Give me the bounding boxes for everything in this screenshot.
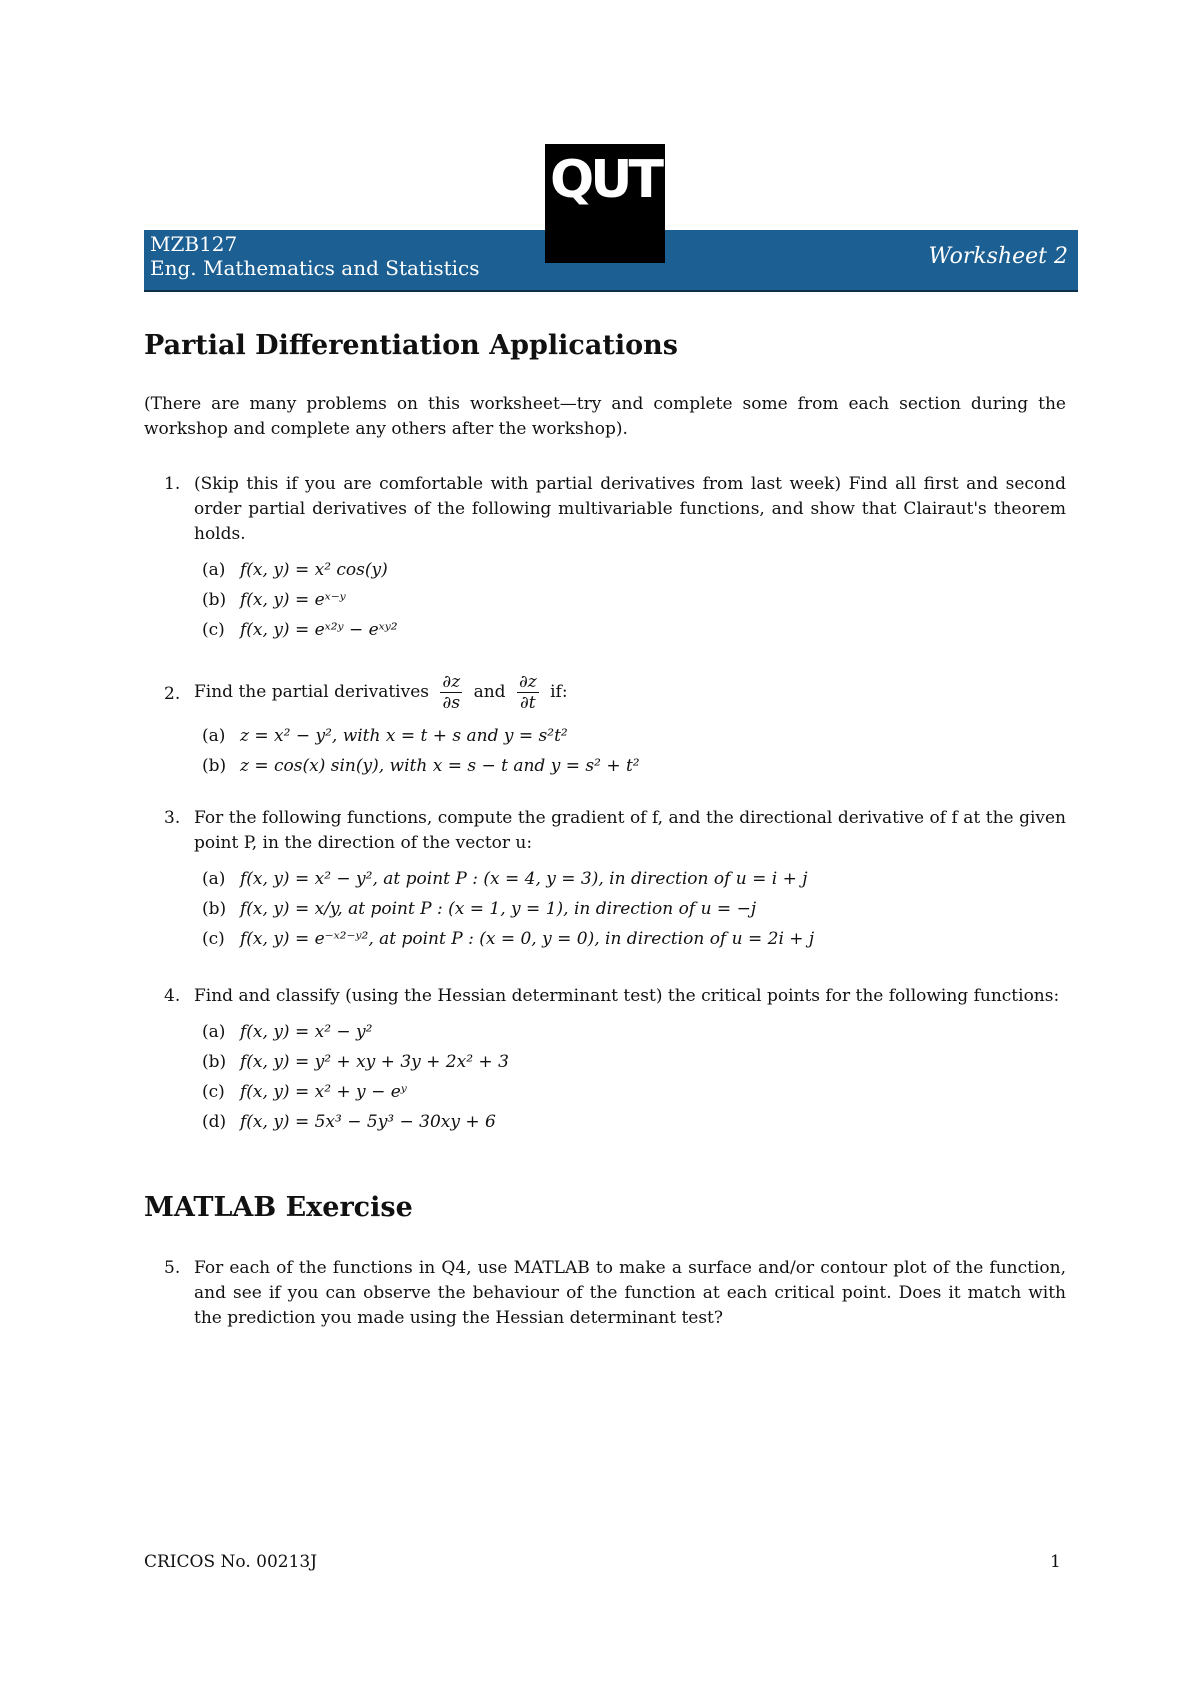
question-part — [202, 924, 1066, 954]
question-text-after: if: — [550, 682, 568, 702]
worksheet-label: Worksheet 2 — [928, 244, 1068, 269]
part-label: (a) — [202, 726, 226, 746]
question-part — [202, 615, 1066, 645]
question-number: 3. — [164, 808, 181, 828]
part-label: (b) — [202, 899, 227, 919]
part-label: (b) — [202, 756, 227, 776]
part-label: (b) — [202, 1052, 227, 1072]
part-expression: z = x² − y², with x = t + s and y = s²t² — [240, 726, 568, 746]
fraction-denominator: ∂s — [442, 693, 461, 713]
question-part — [202, 1017, 1066, 1047]
page-number: 1 — [1050, 1552, 1061, 1572]
part-label: (a) — [202, 560, 226, 580]
fraction-numerator: ∂z — [442, 672, 461, 692]
part-expression: f(x, y) = x/y, at point P : (x = 1, y = 1), in direction of u = −j — [240, 899, 757, 919]
part-expression: f(x, y) = eˣ²ʸ − eˣʸ² — [240, 620, 398, 640]
part-label: (a) — [202, 1022, 226, 1042]
part-label: (c) — [202, 620, 225, 640]
part-expression: f(x, y) = x² cos(y) — [240, 560, 388, 580]
part-expression: f(x, y) = eˣ⁻ʸ — [240, 590, 346, 610]
question-text — [194, 672, 1066, 713]
question-number: 4. — [164, 986, 181, 1006]
question-parts — [202, 864, 1066, 954]
section-title-matlab-exercise: MATLAB Exercise — [144, 1192, 413, 1223]
question-part — [202, 751, 1066, 781]
question-5 — [144, 1256, 1066, 1331]
question-4 — [144, 984, 1066, 1137]
question-number: 2. — [164, 684, 181, 704]
part-label: (b) — [202, 590, 227, 610]
logo-text: QUT — [550, 150, 660, 210]
question-text-mid: and — [473, 682, 506, 702]
question-number: 1. — [164, 474, 181, 494]
question-part — [202, 1107, 1066, 1137]
question-text: Find and classify (using the Hessian determinant test) the critical points for the following functions: — [194, 986, 1060, 1006]
question-text: (Skip this if you are comfortable with partial derivatives from last week) Find all first and second order partial derivatives of the following multivariable functions, and show that Clairaut's theorem holds. — [194, 474, 1066, 544]
question-part — [202, 585, 1066, 615]
part-expression: z = cos(x) sin(y), with x = s − t and y = s² + t² — [240, 756, 640, 776]
partial-z-s-fraction — [440, 672, 462, 713]
part-label: (c) — [202, 1082, 225, 1102]
cricos-number: CRICOS No. 00213J — [144, 1552, 318, 1572]
part-expression: f(x, y) = x² + y − eʸ — [240, 1082, 407, 1102]
part-expression: f(x, y) = 5x³ − 5y³ − 30xy + 6 — [240, 1112, 496, 1132]
question-3 — [144, 806, 1066, 954]
question-part — [202, 894, 1066, 924]
question-part — [202, 555, 1066, 585]
part-expression: f(x, y) = y² + xy + 3y + 2x² + 3 — [240, 1052, 509, 1072]
question-parts — [202, 721, 1066, 781]
question-number: 5. — [164, 1258, 181, 1278]
part-expression: f(x, y) = x² − y² — [240, 1022, 373, 1042]
part-expression: f(x, y) = x² − y², at point P : (x = 4, y = 3), in direction of u = i + j — [240, 869, 808, 889]
question-1 — [144, 472, 1066, 645]
question-parts — [202, 1017, 1066, 1137]
question-part — [202, 864, 1066, 894]
question-2 — [144, 672, 1066, 781]
part-label: (a) — [202, 869, 226, 889]
course-name: Eng. Mathematics and Statistics — [150, 256, 480, 280]
fraction-numerator: ∂z — [518, 672, 537, 692]
part-expression: f(x, y) = e⁻ˣ²⁻ʸ², at point P : (x = 0, y = 0), in direction of u = 2i + j — [240, 929, 815, 949]
question-parts — [202, 555, 1066, 645]
part-label: (d) — [202, 1112, 227, 1132]
question-part — [202, 1077, 1066, 1107]
section-title-partial-differentiation: Partial Differentiation Applications — [144, 330, 678, 361]
qut-logo — [545, 144, 665, 263]
course-code: MZB127 — [150, 232, 238, 256]
question-text: For each of the functions in Q4, use MATLAB to make a surface and/or contour plot of the function, and see if you can observe the behaviour of the function at each critical point. Does it match with the prediction you made using the Hessian determinant test? — [194, 1258, 1066, 1328]
question-text-before: Find the partial derivatives — [194, 682, 430, 702]
intro-paragraph: (There are many problems on this worksheet—try and complete some from each section during the workshop and complete any others after the workshop). — [144, 394, 1066, 439]
part-label: (c) — [202, 929, 225, 949]
partial-z-t-fraction — [517, 672, 539, 713]
fraction-denominator: ∂t — [520, 693, 536, 713]
question-text: For the following functions, compute the gradient of f, and the directional derivative of f at the given point P, in the direction of the vector u: — [194, 808, 1066, 853]
question-part — [202, 1047, 1066, 1077]
question-part — [202, 721, 1066, 751]
